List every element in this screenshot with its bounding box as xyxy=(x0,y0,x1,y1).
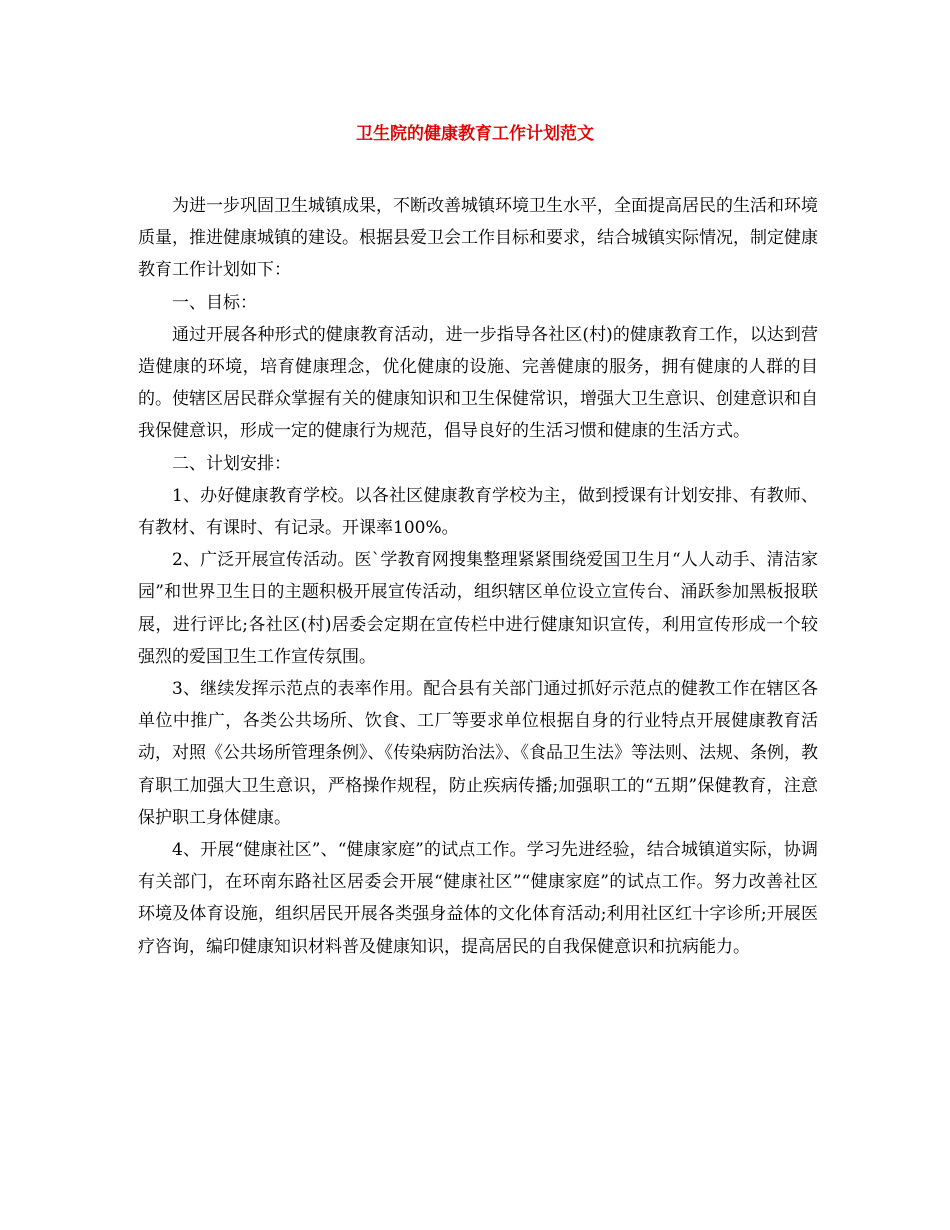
plan-item-3: 3、继续发挥示范点的表率作用。配合县有关部门通过抓好示范点的健教工作在辖区各单位中推广，各类公共场所、饮食、工厂等要求单位根据自身的行业特点开展健康教育活动，对照《公共场所管理条例》、《传染病防治法》、《食品卫生法》等法则、法规、条例，教育职工加强大卫生意识，严格操作规程，防止疾病传播;加强职工的“五期”保健教育，注意保护职工身体健康。 xyxy=(138,679,818,828)
plan-item-2: 2、广泛开展宣传活动。医`学教育网搜集整理紧紧围绕爱国卫生月“人人动手、清洁家园”和世界卫生日的主题积极开展宣传活动，组织辖区单位设立宣传台、涌跃参加黑板报联展，进行评比;各社区(村)居委会定期在宣传栏中进行健康知识宣传，利用宣传形成一个较强烈的爱国卫生工作宣传氛围。 xyxy=(138,550,818,667)
plan-item-1: 1、办好健康教育学校。以各社区健康教育学校为主，做到授课有计划安排、有教师、有教材、有课时、有记录。开课率100%。 xyxy=(138,485,818,539)
section-heading-plan: 二、计划安排： xyxy=(172,453,291,474)
plan-item-4: 4、开展“健康社区”、“健康家庭”的试点工作。学习先进经验，结合城镇道实际，协调有关部门，在环南东路社区居委会开展“健康社区”“健康家庭”的试点工作。努力改善社区环境及体育设施，组织居民开展各类强身益体的文化体育活动;利用社区红十字诊所;开展医疗咨询，编印健康知识材料普及健康知识，提高居民的自我保健意识和抗病能力。 xyxy=(138,840,818,957)
document-title: 卫生院的健康教育工作计划范文 xyxy=(356,124,594,144)
document-body xyxy=(138,190,818,963)
section-heading-goals: 一、目标： xyxy=(172,292,257,313)
intro-paragraph: 为进一步巩固卫生城镇成果，不断改善城镇环境卫生水平，全面提高居民的生活和环境质量，推进健康城镇的建设。根据县爱卫会工作目标和要求，结合城镇实际情况，制定健康教育工作计划如下： xyxy=(138,196,818,281)
goals-paragraph: 通过开展各种形式的健康教育活动，进一步指导各社区(村)的健康教育工作，以达到营造健康的环境，培育健康理念，优化健康的设施、完善健康的服务，拥有健康的人群的目的。使辖区居民群众掌握有关的健康知识和卫生保健常识，增强大卫生意识、创建意识和自我保健意识，形成一定的健康行为规范，倡导良好的生活习惯和健康的生活方式。 xyxy=(138,324,818,442)
